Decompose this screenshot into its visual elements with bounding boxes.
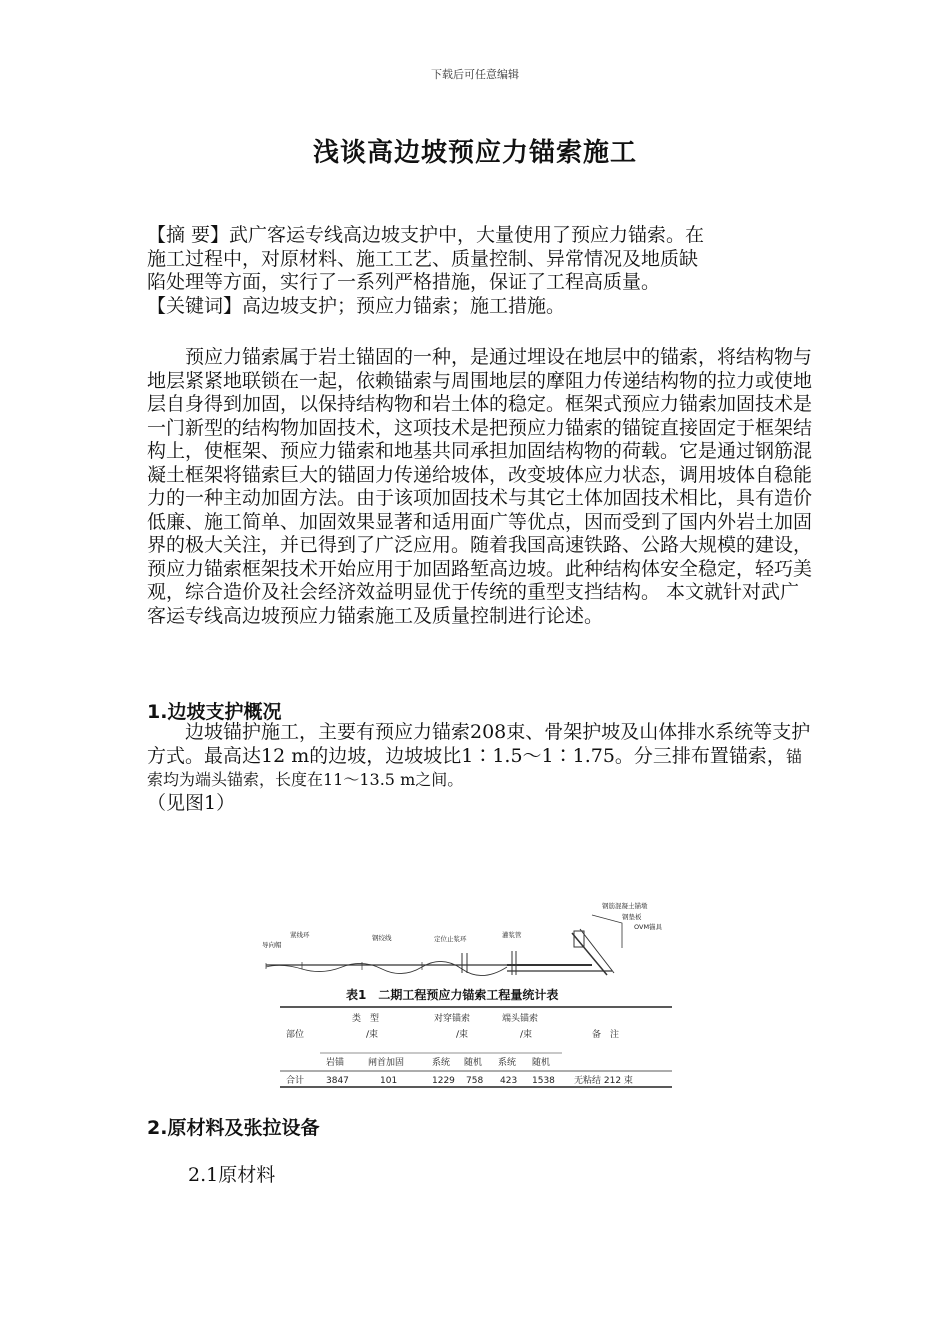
- table-cell: 423: [500, 1076, 518, 1086]
- intro-paragraph: [147, 346, 817, 628]
- label-ovm-anchor: OVM锚具: [634, 923, 663, 931]
- keywords-line: 【关键词】高边坡支护；预应力锚索；施工措施。: [147, 294, 566, 317]
- table-col-rock: 岩锚: [326, 1058, 345, 1068]
- abstract-block: [147, 224, 817, 318]
- table-header-type: 类 型: [352, 1014, 380, 1024]
- table-lines: [280, 1007, 672, 1087]
- table-cell: 1229: [432, 1076, 455, 1086]
- abstract-line: 【摘 要】武广客运专线高边坡支护中，大量使用了预应力锚索。在: [147, 224, 705, 246]
- table-col-random: 随机: [532, 1058, 551, 1068]
- table-col-system: 系统: [432, 1058, 451, 1068]
- figure-1: [262, 893, 717, 1093]
- table-col-gate: 闸首加固: [368, 1058, 405, 1068]
- section1-text: [147, 721, 817, 792]
- table-cell: 758: [466, 1076, 484, 1086]
- label-grout-pipe: 灌浆管: [502, 931, 522, 939]
- table-unit: /束: [456, 1030, 469, 1040]
- table-col-random: 随机: [464, 1058, 483, 1068]
- diagram-labels: [262, 901, 663, 949]
- header-note: 下载后可任意编辑: [431, 68, 519, 81]
- abstract-line: 陷处理等方面，实行了一系列严格措施，保证了工程高质量。: [147, 271, 661, 293]
- page-title: 浅谈高边坡预应力锚索施工: [312, 138, 637, 168]
- table-cell-note: 无粘结 212 束: [574, 1076, 633, 1086]
- table-cells: [286, 1012, 633, 1086]
- section1-heading: 1.边坡支护概况: [147, 701, 282, 723]
- label-tension-ring: 紧线环: [290, 931, 310, 939]
- label-concrete-block: 钢筋混凝土锚墩: [602, 902, 648, 910]
- table-row-total: 合计: [286, 1076, 305, 1086]
- table-col-system: 系统: [498, 1058, 517, 1068]
- table-unit: /束: [520, 1030, 533, 1040]
- section1-figure-ref: （见图1）: [147, 791, 236, 814]
- table-cell: 1538: [532, 1076, 555, 1086]
- label-stopper-ring: 定位止浆环: [434, 935, 467, 943]
- table-header-through: 对穿锚索: [434, 1014, 471, 1024]
- label-guide-cap: 导向帽: [262, 941, 282, 949]
- anchor-diagram: [266, 915, 622, 976]
- section1-text-a: 边坡锚护施工，主要有预应力锚索208束、骨架护坡及山体排水系统等支护方式。最高达12 m的边坡，边坡坡比1∶1.5～1∶1.75。分三排布置锚索，: [147, 721, 811, 767]
- abstract-line: 施工过程中，对原材料、施工工艺、质量控制、异常情况及地质缺: [147, 247, 699, 270]
- intro-text: 预应力锚索属于岩土锚固的一种，是通过埋设在地层中的锚索，将结构物与地层紧紧地联锁在一起，依赖锚索与周围地层的摩阻力传递结构物的拉力或使地层自身得到加固，以保持结构物和岩土体的稳定。框架式预应力锚索加固技术是一门新型的结构物加固技术，这项技术是把预应力锚索的锚锭直接固定于框架结构上，使框架、预应力锚索和地基共同承担加固结构物的荷载。它是通过钢筋混凝土框架将锚索巨大的锚固力传递给坡体，改变坡体应力状态，调用坡体自稳能力的一种主动加固方法。由于该项加固技术与其它土体加固技术相比，具有造价低廉、施工简单、加固效果显著和适用面广等优点，因而受到了国内外岩土加固界的极大关注，并已得到了广泛应用。随着我国高速铁路、公路大规模的建设，预应力锚索框架技术开始应用于加固路堑高边坡。此种结构体安全稳定，轻巧美观，综合造价及社会经济效益明显优于传统的重型支挡结构。 本文就针对武广客运专线高边坡预应力锚索施工及质量控制进行论述。: [147, 346, 813, 627]
- label-strand: 钢绞线: [372, 934, 392, 942]
- table-cell: 101: [380, 1076, 398, 1086]
- table-header-end: 端头锚索: [502, 1014, 539, 1024]
- table-unit: /束: [366, 1030, 379, 1040]
- subsection-2-1: 2.1原材料: [188, 1164, 276, 1186]
- section2-heading: 2.原材料及张拉设备: [147, 1117, 320, 1139]
- table-header-part: 部位: [286, 1030, 305, 1040]
- section1-paragraph: [147, 721, 817, 815]
- table-cell: 3847: [326, 1076, 349, 1086]
- table-header-note: 备 注: [592, 1030, 620, 1040]
- section1-text-b: 锚索均为端头锚索，长度在11～13.5 m之间。: [147, 746, 802, 789]
- label-steel-plate: 钢垫板: [622, 913, 642, 921]
- table-title: 表1 二期工程预应力锚索工程量统计表: [346, 988, 559, 1002]
